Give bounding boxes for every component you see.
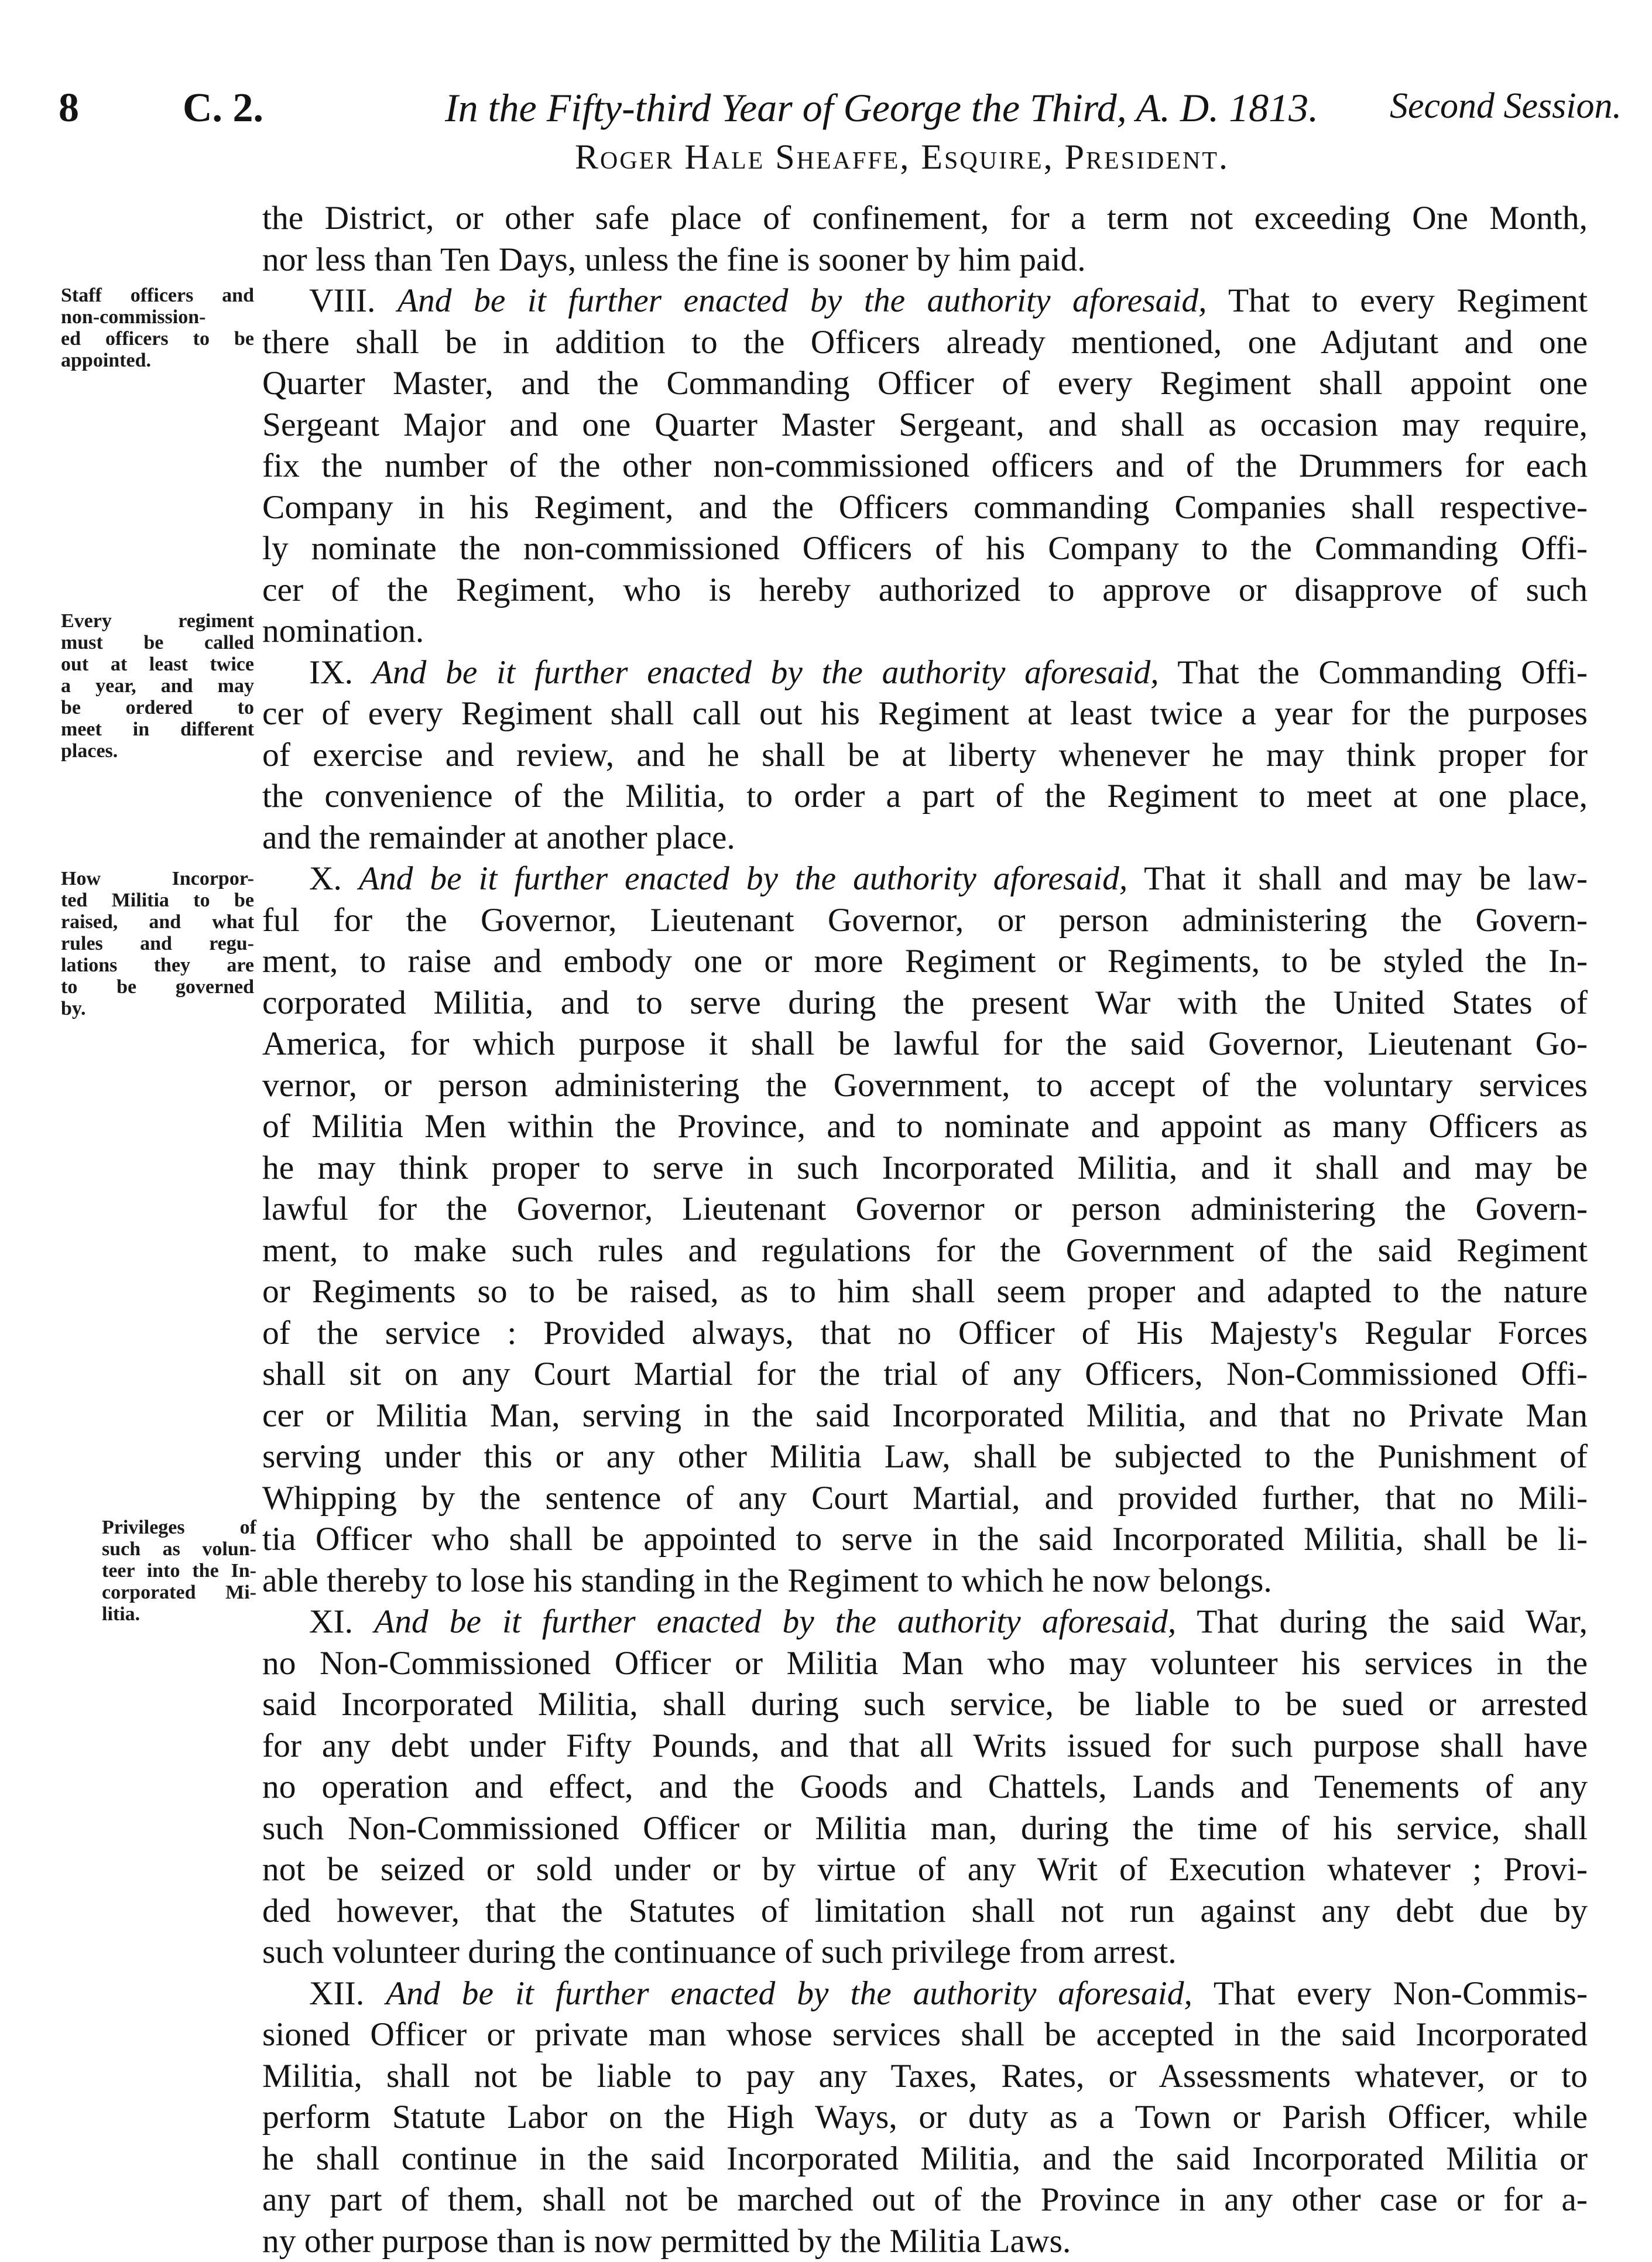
section-x-opening — [262, 858, 1588, 900]
text-line: shall sit on any Court Martial for the trial of any Officers, Non-Commissioned Offi- — [262, 1354, 1588, 1395]
text-line: fix the number of the other non-commissioned officers and of the Drummers for each — [262, 446, 1588, 487]
text-line: the convenience of the Militia, to order a part of the Regiment to meet at one place, — [262, 776, 1588, 817]
margin-note-line: raised, and what — [61, 911, 254, 933]
text-line: ment, to raise and embody one or more Regiment or Regiments, to be styled the In- — [262, 941, 1588, 983]
text-line: That the Commanding Offi- — [1177, 654, 1588, 691]
text-line: of exercise and review, and he shall be at liberty whenever he may think proper for — [262, 735, 1588, 776]
margin-note-line: to be governed — [61, 976, 254, 998]
text-line: Sergeant Major and one Quarter Master Sergeant, and shall as occasion may require, — [262, 405, 1588, 446]
text-line: or Regiments so to be raised, as to him shall seem proper and adapted to the nature — [262, 1271, 1588, 1313]
margin-note-line: teer into the In- — [102, 1560, 256, 1582]
enacting-clause: And be it further enacted by the authority aforesaid, — [397, 282, 1207, 319]
text-line: cer of every Regiment shall call out his Regiment at least twice a year for the purposes — [262, 693, 1588, 735]
text-line: any part of them, shall not be marched out of the Province in any other case or for a- — [262, 2179, 1588, 2221]
text-line: nomination. — [262, 611, 1588, 652]
text-line: ful for the Governor, Lieutenant Governor, or person administering the Govern- — [262, 900, 1588, 942]
text-line: sioned Officer or private man whose services shall be accepted in the said Incorporated — [262, 2014, 1588, 2056]
text-line: ment, to make such rules and regulations for the Government of the said Regiment — [262, 1230, 1588, 1272]
text-line: of the service : Provided always, that no Officer of His Majesty's Regular Forces — [262, 1313, 1588, 1354]
text-line: the District, or other safe place of confinement, for a term not exceeding One Month, — [262, 198, 1588, 239]
text-line: ny other purpose than is now permitted by the Militia Laws. — [262, 2221, 1588, 2262]
president-name: Roger Hale Sheaffe, Esquire, President. — [575, 138, 1229, 176]
margin-note-line: such as volun- — [102, 1538, 256, 1560]
margin-note-line: rules and regu- — [61, 933, 254, 954]
section-number: VIII. — [309, 282, 375, 319]
margin-note-line: must be called — [61, 632, 254, 653]
margin-note-line: How Incorpor- — [61, 868, 254, 889]
text-line: of Militia Men within the Province, and to nominate and appoint as many Officers as — [262, 1106, 1588, 1148]
text-line: Militia, shall not be liable to pay any Taxes, Rates, or Assessments whatever, or to — [262, 2056, 1588, 2097]
section-xii-opening — [262, 1973, 1588, 2015]
text-line: perform Statute Labor on the High Ways, or duty as a Town or Parish Officer, while — [262, 2097, 1588, 2138]
text-line: no operation and effect, and the Goods and Chattels, Lands and Tenements of any — [262, 1767, 1588, 1808]
chapter-number: C. 2. — [183, 88, 263, 129]
section-number: IX. — [309, 654, 353, 691]
text-line: Company in his Regiment, and the Officers commanding Companies shall respective- — [262, 487, 1588, 529]
margin-note-line: corporated Mi- — [102, 1582, 256, 1603]
text-line: ded however, that the Statutes of limitation shall not run against any debt due by — [262, 1891, 1588, 1932]
text-line: there shall be in addition to the Officers already mentioned, one Adjutant and one — [262, 322, 1588, 364]
text-line: cer or Militia Man, serving in the said Incorporated Militia, and that no Private Man — [262, 1395, 1588, 1437]
text-line: That to every Regiment — [1228, 282, 1588, 319]
statute-body — [262, 198, 1588, 2262]
margin-note-line: be ordered to — [61, 697, 254, 718]
text-line: no Non-Commissioned Officer or Militia Man who may volunteer his services in the — [262, 1643, 1588, 1685]
text-line: he may think proper to serve in such Incorporated Militia, and it shall and may be — [262, 1148, 1588, 1189]
margin-note-incorporated-militia — [61, 868, 254, 1019]
enacting-clause: And be it further enacted by the authority aforesaid, — [386, 1975, 1192, 2012]
president-heading — [0, 139, 1652, 174]
text-line: cer of the Regiment, who is hereby authorized to approve or disapprove of such — [262, 570, 1588, 611]
margin-note-staff-officers — [61, 285, 254, 371]
text-line: corporated Militia, and to serve during the present War with the United States of — [262, 983, 1588, 1024]
section-number: XII. — [309, 1975, 364, 2012]
text-line: That every Non-Commis- — [1214, 1975, 1588, 2012]
text-line: he shall continue in the said Incorporated Militia, and the said Incorporated Militia or — [262, 2138, 1588, 2180]
text-line: able thereby to lose his standing in the Regiment to which he now belongs. — [262, 1561, 1588, 1602]
text-line: nor less than Ten Days, unless the fine is sooner by him paid. — [262, 239, 1588, 281]
margin-note-line: Every regiment — [61, 610, 254, 632]
text-line: vernor, or person administering the Government, to accept of the voluntary services — [262, 1065, 1588, 1107]
enacting-clause: And be it further enacted by the authority aforesaid, — [372, 654, 1159, 691]
margin-note-line: Staff officers and — [61, 285, 254, 306]
margin-note-line: ed officers to be — [61, 328, 254, 350]
page-number: 8 — [59, 88, 79, 129]
text-line: serving under this or any other Militia Law, shall be subjected to the Punishment of — [262, 1436, 1588, 1478]
margin-note-line: appointed. — [61, 350, 254, 371]
text-line: ly nominate the non-commissioned Officers of his Company to the Commanding Offi- — [262, 528, 1588, 570]
text-line: That during the said War, — [1197, 1603, 1588, 1640]
margin-note-line: meet in different — [61, 718, 254, 740]
margin-note-line: by. — [61, 998, 254, 1019]
text-line: Quarter Master, and the Commanding Officer of every Regiment shall appoint one — [262, 363, 1588, 405]
margin-note-line: a year, and may — [61, 675, 254, 697]
margin-note-line: ted Militia to be — [61, 889, 254, 911]
margin-note-line: Privileges of — [102, 1517, 256, 1538]
section-viii-opening — [262, 280, 1588, 322]
enacting-clause: And be it further enacted by the authority aforesaid, — [374, 1603, 1176, 1640]
text-line: America, for which purpose it shall be lawful for the said Governor, Lieutenant Go- — [262, 1024, 1588, 1065]
text-line: said Incorporated Militia, shall during such service, be liable to be sued or arrested — [262, 1684, 1588, 1726]
section-xi-opening — [262, 1601, 1588, 1643]
session-label: Second Session. — [1390, 88, 1622, 124]
regnal-year-heading: In the Fifty-third Year of George the Third, A. D. 1813. — [445, 88, 1318, 128]
margin-note-line: out at least twice — [61, 653, 254, 675]
enacting-clause: And be it further enacted by the authority aforesaid, — [359, 860, 1127, 897]
section-number: X. — [309, 860, 342, 897]
margin-note-line: non-commission- — [61, 306, 254, 328]
text-line: tia Officer who shall be appointed to serve in the said Incorporated Militia, shall be li- — [262, 1519, 1588, 1561]
text-line: and the remainder at another place. — [262, 817, 1588, 859]
text-line: for any debt under Fifty Pounds, and that all Writs issued for such purpose shall have — [262, 1726, 1588, 1767]
text-line: such volunteer during the continuance of such privilege from arrest. — [262, 1932, 1588, 1973]
text-line: not be seized or sold under or by virtue of any Writ of Execution whatever ; Provi- — [262, 1849, 1588, 1891]
text-line: Whipping by the sentence of any Court Martial, and provided further, that no Mili- — [262, 1478, 1588, 1520]
margin-note-line: litia. — [102, 1603, 256, 1625]
text-line: such Non-Commissioned Officer or Militia man, during the time of his service, shall — [262, 1808, 1588, 1850]
margin-note-line: places. — [61, 740, 254, 762]
section-ix-opening — [262, 652, 1588, 694]
margin-note-regiment-call-out — [61, 610, 254, 762]
text-line: That it shall and may be law- — [1144, 860, 1588, 897]
margin-note-privileges — [102, 1517, 256, 1625]
section-number: XI. — [309, 1603, 353, 1640]
margin-note-line: lations they are — [61, 954, 254, 976]
text-line: lawful for the Governor, Lieutenant Governor or person administering the Govern- — [262, 1189, 1588, 1230]
